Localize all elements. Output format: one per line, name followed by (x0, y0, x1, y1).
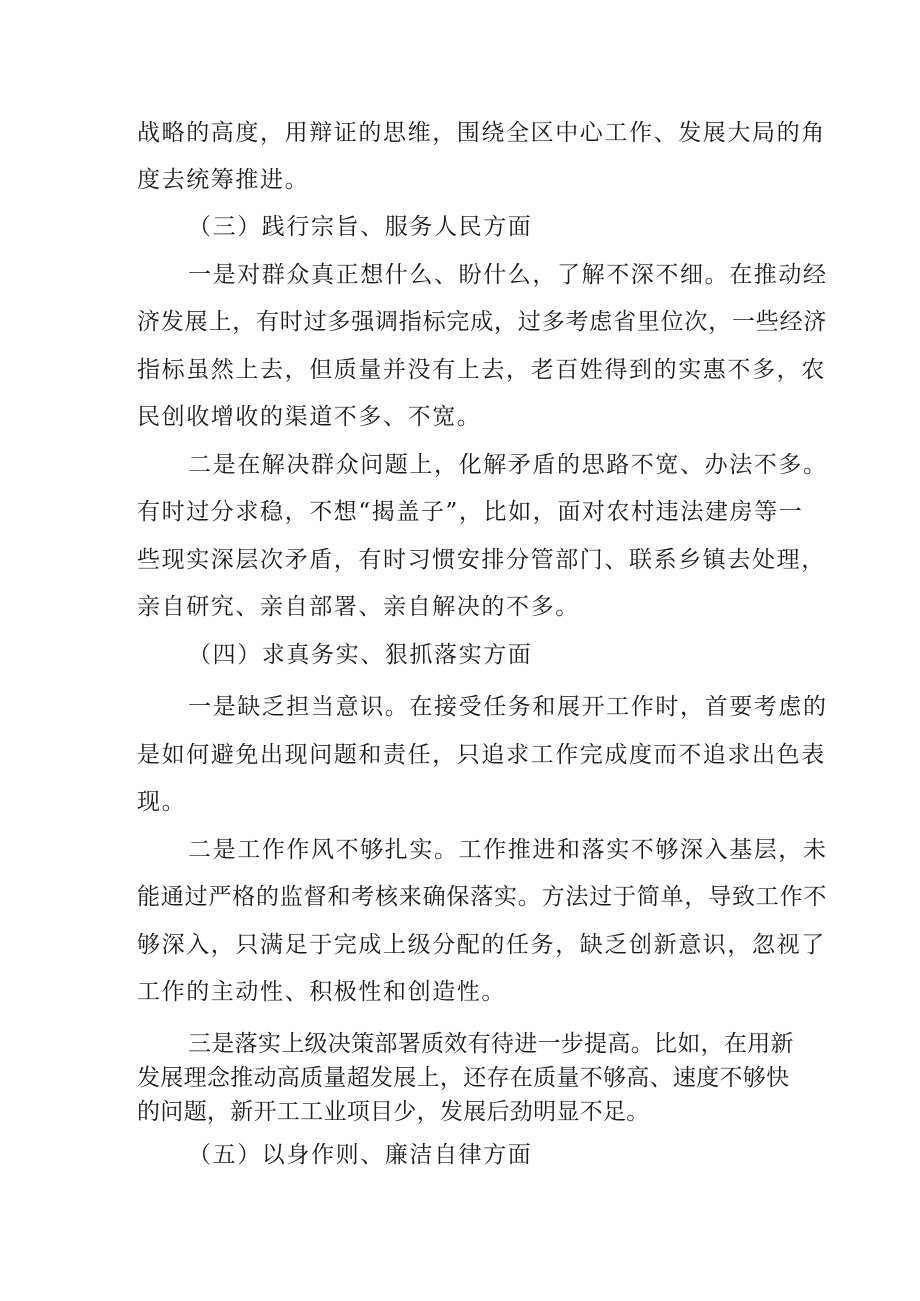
paragraph-line: 一是缺乏担当意识。在接受任务和展开工作时，首要考虑的 (188, 694, 828, 720)
paragraph-line: 民创收增收的渠道不多、不宽。 (137, 404, 482, 430)
paragraph-line: 的问题，新开工工业项目少，发展后劲明显不足。 (137, 1099, 650, 1125)
section-heading-5: （五）以身作则、廉洁自律方面 (188, 1142, 533, 1168)
section-heading-4: （四）求真务实、狠抓落实方面 (188, 642, 533, 668)
paragraph-line: 现。 (137, 789, 187, 815)
paragraph-line: 亲自研究、亲自部署、亲自解决的不多。 (137, 594, 580, 620)
paragraph-line: 一是对群众真正想什么、盼什么，了解不深不细。在推动经 (188, 262, 828, 288)
paragraph-line: 些现实深层次矛盾，有时习惯安排分管部门、联系乡镇去处理， (137, 547, 826, 573)
paragraph-line: 有时过分求稳，不想“揭盖子”，比如，面对农村违法建房等一 (137, 499, 804, 525)
paragraph-line: 济发展上，有时过多强调指标完成，过多考虑省里位次，一些经济 (137, 309, 828, 335)
paragraph-line: 够深入，只满足于完成上级分配的任务，缺乏创新意识，忽视了 (137, 932, 826, 958)
paragraph-line: 发展理念推动高质量超发展上，还存在质量不够高、速度不够快 (137, 1065, 790, 1091)
section-heading-3: （三）践行宗旨、服务人民方面 (188, 214, 533, 240)
paragraph-line: 是如何避免出现问题和责任，只追求工作完成度而不追求出色表 (137, 742, 826, 768)
paragraph-line: 战略的高度，用辩证的思维，围绕全区中心工作、发展大局的角 (137, 120, 826, 146)
paragraph-line: 三是落实上级决策部署质效有待进一步提高。比如，在用新 (188, 1031, 794, 1057)
paragraph-line: 能通过严格的监督和考核来确保落实。方法过于简单，导致工作不 (137, 884, 828, 910)
paragraph-line: 工作的主动性、积极性和创造性。 (137, 979, 506, 1005)
paragraph-line: 度去统筹推进。 (137, 167, 310, 193)
paragraph-line: 指标虽然上去，但质量并没有上去，老百姓得到的实惠不多，农 (137, 357, 826, 383)
paragraph-line: 二是在解决群众问题上，化解矛盾的思路不宽、办法不多。 (188, 452, 828, 478)
paragraph-line: 二是工作作风不够扎实。工作推进和落实不够深入基层，未 (188, 837, 828, 863)
